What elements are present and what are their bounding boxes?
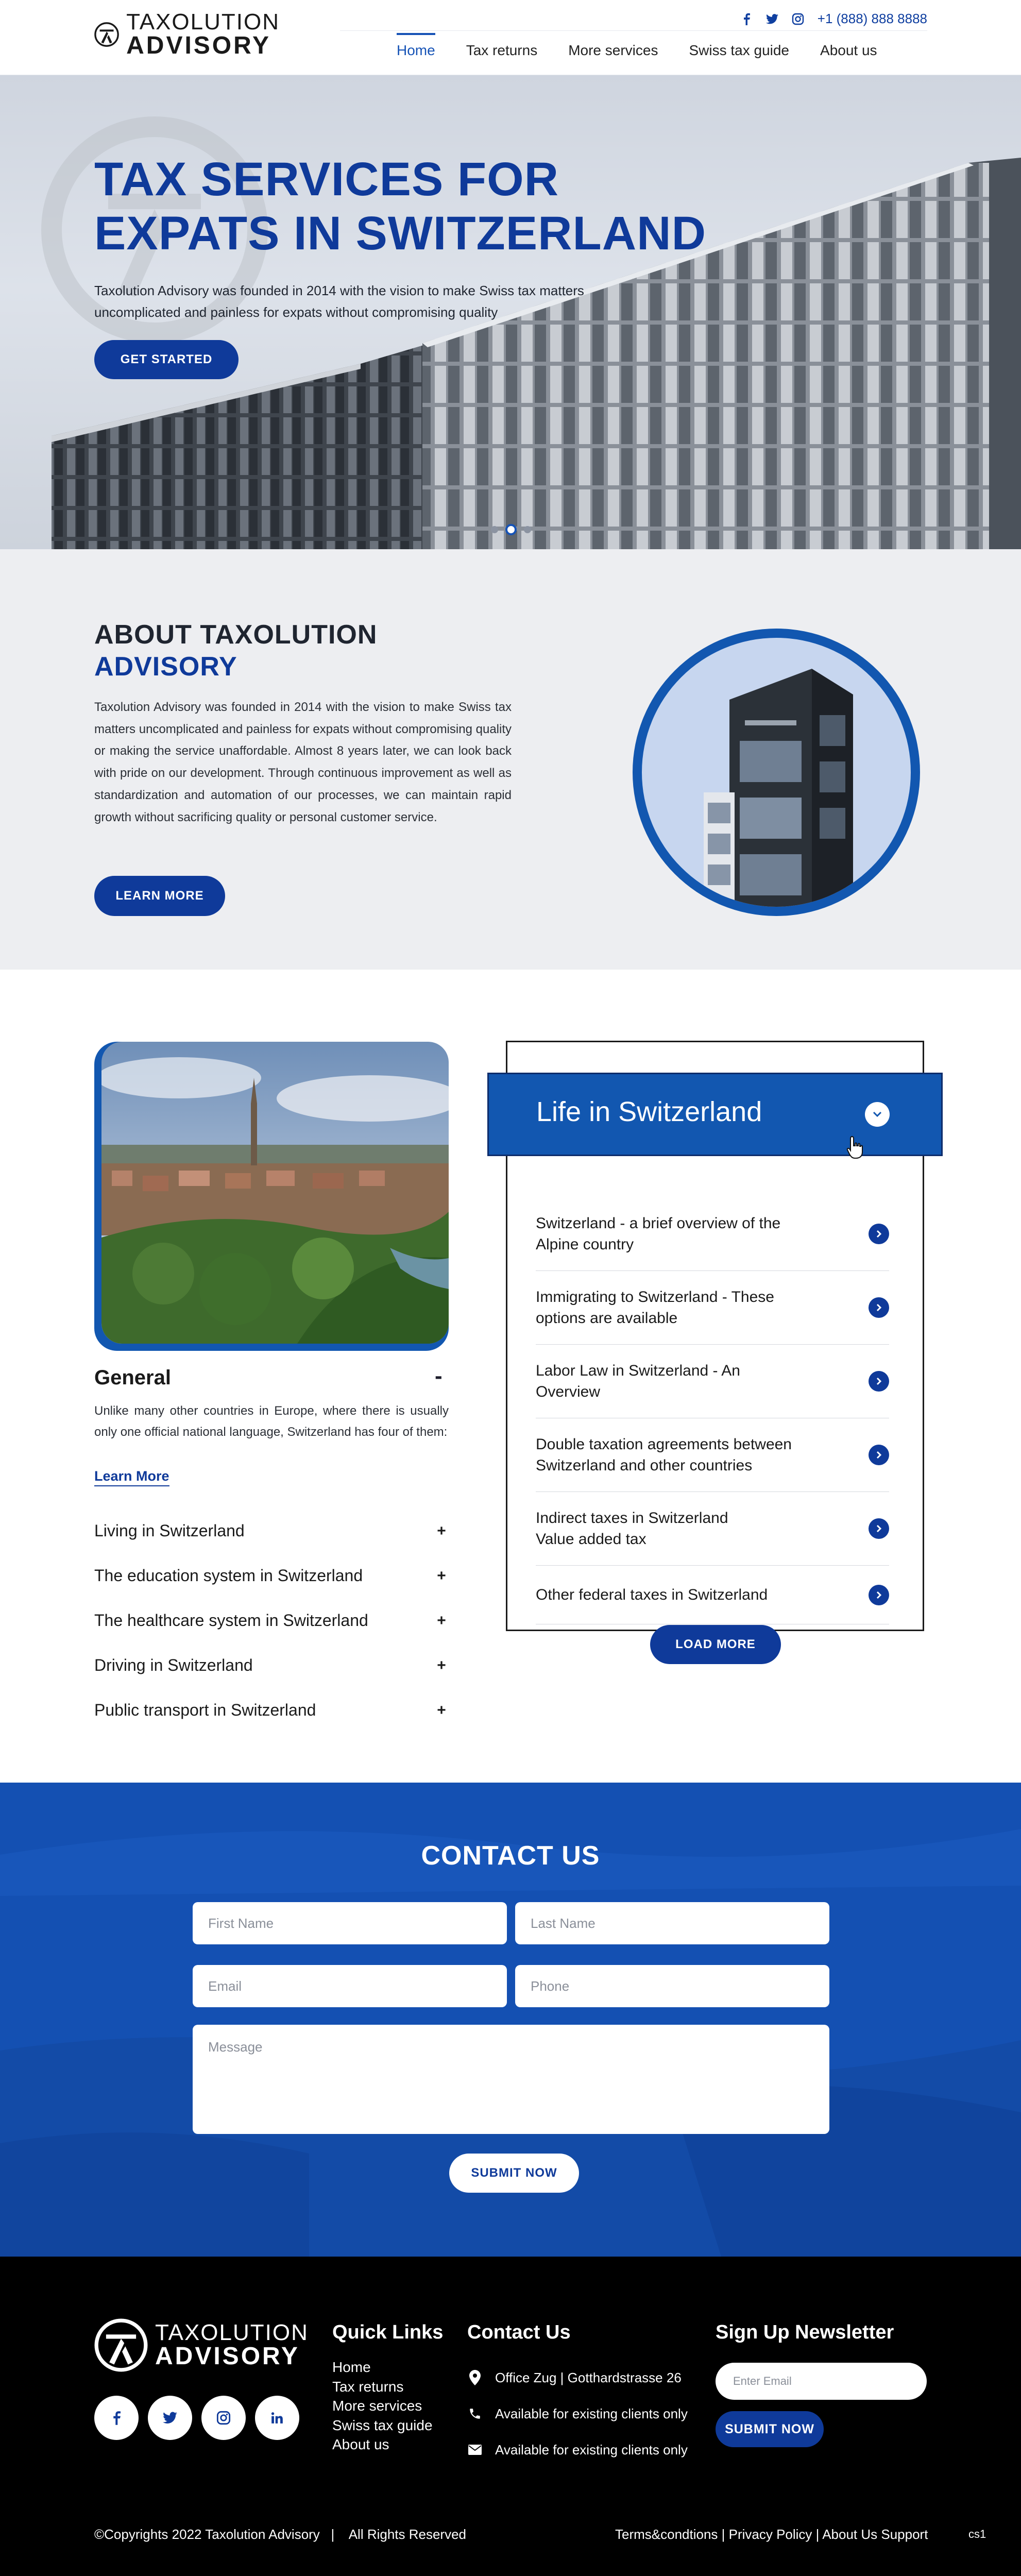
footer-logo-text (155, 2321, 309, 2369)
carousel-dot-1[interactable] (491, 526, 498, 533)
logo-mark-icon (94, 8, 119, 61)
topic-label (536, 1360, 824, 1403)
contact-submit-button[interactable]: SUBMIT NOW (449, 2154, 579, 2193)
phone-icon (467, 2406, 483, 2421)
hero-title-line1: TAX SERVICES FOR (94, 153, 559, 206)
nav-more-services[interactable]: More services (568, 42, 658, 58)
facebook-icon[interactable] (740, 13, 753, 25)
topic-label (536, 1434, 824, 1477)
topic-line2: Switzerland and other countries (536, 1457, 753, 1474)
phone-input[interactable]: Phone (515, 1965, 829, 2007)
topic-label (536, 1507, 824, 1550)
site-header (0, 0, 1021, 75)
contact-title: CONTACT US (421, 1841, 600, 1871)
accordion-label: Living in Switzerland (94, 1521, 245, 1540)
chevron-right-icon[interactable] (869, 1297, 889, 1318)
instagram-icon[interactable] (201, 2396, 246, 2440)
topic-line2: options are available (536, 1310, 678, 1327)
quick-links-list (332, 2358, 433, 2454)
footer-link-more-services[interactable]: More services (332, 2398, 422, 2414)
general-learn-more-link[interactable]: Learn More (94, 1468, 169, 1486)
chevron-down-icon[interactable] (865, 1102, 890, 1127)
email-input[interactable]: Email (193, 1965, 507, 2007)
first-name-input[interactable]: First Name (193, 1902, 507, 1944)
message-textarea[interactable]: Message (193, 2025, 829, 2134)
nav-home[interactable]: Home (381, 33, 451, 69)
about-paragraph: Taxolution Advisory was founded in 2014 with the vision to make Swiss tax matters uncomplicated and painless for expats without compromising quality or making the service unaffordable. Almost 8 years later, we can look back with pride on our development. Through continuous improvement as well as standardization and automation of our processes, we can maintain rapid growth without sacrificing quality or personal customer service. (94, 700, 512, 824)
contact-address (467, 2360, 688, 2396)
accordion-label: Public transport in Switzerland (94, 1701, 316, 1719)
chevron-right-icon[interactable] (869, 1445, 889, 1465)
topic-item-double-taxation[interactable] (536, 1418, 889, 1492)
topic-line1: Indirect taxes in Switzerland (536, 1509, 728, 1527)
footer-link-home[interactable]: Home (332, 2359, 371, 2375)
life-panel-title: Life in Switzerland (536, 1096, 762, 1127)
header-phone-link[interactable]: +1 (888) 888 8888 (817, 11, 927, 26)
about-heading-line2: ADVISORY (94, 652, 237, 682)
logo[interactable] (94, 6, 280, 63)
corner-label: cs1 (968, 2528, 986, 2540)
facebook-icon[interactable] (94, 2396, 139, 2440)
topic-label (536, 1213, 824, 1256)
mouse-cursor-icon (846, 1134, 864, 1160)
twitter-icon[interactable] (148, 2396, 192, 2440)
topic-item-labor-law[interactable] (536, 1345, 889, 1418)
topic-item-indirect-taxes[interactable] (536, 1492, 889, 1566)
contact-address-text: Office Zug | Gotthardstrasse 26 (495, 2369, 682, 2385)
logo-line1: TAXOLUTION (126, 9, 280, 35)
city-image-frame (94, 1042, 449, 1351)
topic-item-overview[interactable] (536, 1197, 889, 1271)
hero-title-line2: EXPATS IN SWITZERLAND (94, 207, 707, 260)
hero-section (0, 75, 1021, 549)
about-section (0, 549, 1021, 970)
footer-logo-line1: TAXOLUTION (155, 2320, 309, 2345)
footer-logo-line2: ADVISORY (155, 2343, 300, 2370)
general-paragraph: Unlike many other countries in Europe, where there is usually only one official national language, Switzerland has four of them: (94, 1404, 449, 1439)
hero-subtitle-line2: uncomplicated and painless for expats without compromising quality (94, 304, 498, 320)
footer-logo[interactable] (94, 2318, 309, 2372)
logo-line2: ADVISORY (126, 32, 271, 59)
topic-line1: Labor Law in Switzerland - An (536, 1362, 740, 1379)
top-bar (340, 7, 927, 31)
footer-social-links (94, 2396, 299, 2440)
hero-title (94, 152, 706, 261)
about-heading-line1: ABOUT TAXOLUTION (94, 620, 378, 650)
expand-toggle[interactable]: + (437, 1567, 446, 1584)
footer-link-about-us[interactable]: About us (332, 2436, 389, 2453)
topic-line2: Value added tax (536, 1531, 646, 1548)
load-more-button[interactable]: LOAD MORE (650, 1625, 781, 1664)
topic-line1: Double taxation agreements between (536, 1435, 792, 1453)
bern-city-image (101, 1042, 449, 1344)
site-footer (0, 2257, 1021, 2576)
contact-email-text: Available for existing clients only (495, 2442, 688, 2458)
contact-phone-text: Available for existing clients only (495, 2405, 688, 2421)
instagram-icon[interactable] (792, 13, 804, 25)
life-topics-list (536, 1197, 889, 1624)
carousel-dot-2[interactable] (505, 524, 517, 535)
collapse-general-toggle[interactable]: - (435, 1363, 443, 1388)
about-image-frame (633, 629, 920, 916)
topic-line1: Switzerland - a brief overview of the (536, 1214, 781, 1232)
quick-links-title: Quick Links (332, 2321, 444, 2343)
topic-label: Other federal taxes in Switzerland (536, 1586, 768, 1603)
chevron-right-icon[interactable] (869, 1371, 889, 1392)
carousel-dots (491, 524, 531, 535)
topic-item-federal-taxes[interactable] (536, 1566, 889, 1624)
main-nav (381, 33, 893, 69)
accordion-item-healthcare[interactable] (94, 1598, 449, 1643)
hero-subtitle-line1: Taxolution Advisory was founded in 2014 with the vision to make Swiss tax matters (94, 283, 584, 298)
topic-item-immigrating[interactable] (536, 1271, 889, 1345)
legal-links[interactable]: Terms&condtions | Privacy Policy | About Us Support (615, 2527, 928, 2542)
mail-icon (467, 2442, 483, 2458)
footer-contact-list (467, 2360, 688, 2468)
accordion-label: Driving in Switzerland (94, 1656, 253, 1674)
contact-email (467, 2432, 688, 2468)
accordion-item-driving[interactable] (94, 1643, 449, 1688)
footer-link-tax-returns[interactable]: Tax returns (332, 2378, 404, 2395)
guide-accordion (94, 1509, 449, 1733)
topic-line2: Alpine country (536, 1236, 634, 1253)
hero-subtitle (94, 280, 609, 323)
expand-toggle[interactable]: + (437, 1522, 446, 1539)
chevron-right-icon[interactable] (869, 1518, 889, 1539)
nav-tax-returns[interactable]: Tax returns (466, 42, 538, 58)
chevron-right-icon[interactable] (869, 1585, 889, 1605)
accordion-label: The education system in Switzerland (94, 1566, 363, 1585)
accordion-item-education[interactable] (94, 1553, 449, 1598)
expand-toggle[interactable]: + (437, 1656, 446, 1674)
logo-mark-icon (94, 2318, 148, 2372)
chevron-right-icon[interactable] (869, 1224, 889, 1244)
footer-link-swiss-tax-guide[interactable]: Swiss tax guide (332, 2417, 433, 2433)
newsletter-email-input[interactable]: Enter Email (716, 2363, 927, 2400)
carousel-dot-3[interactable] (524, 526, 531, 533)
expand-toggle[interactable]: + (437, 1701, 446, 1719)
topic-line2: Overview (536, 1383, 601, 1400)
last-name-input[interactable]: Last Name (515, 1902, 829, 1944)
copyright-text: ©Copyrights 2022 Taxolution Advisory | All Rights Reserved (94, 2527, 467, 2542)
newsletter-submit-button[interactable]: SUBMIT NOW (716, 2411, 824, 2447)
get-started-button[interactable]: GET STARTED (94, 340, 239, 379)
contact-phone (467, 2396, 688, 2432)
learn-more-button[interactable]: LEARN MORE (94, 876, 225, 916)
nav-about-us[interactable]: About us (820, 42, 877, 58)
general-title[interactable]: General (94, 1366, 171, 1389)
footer-contact-title: Contact Us (467, 2321, 571, 2343)
linkedin-icon[interactable] (255, 2396, 299, 2440)
accordion-item-living[interactable] (94, 1509, 449, 1553)
location-pin-icon (467, 2370, 483, 2385)
contact-section (0, 1783, 1021, 2257)
nav-swiss-tax-guide[interactable]: Swiss tax guide (689, 42, 790, 58)
topic-label (536, 1286, 824, 1329)
expand-toggle[interactable]: + (437, 1612, 446, 1629)
about-building-image (642, 638, 911, 907)
newsletter-title: Sign Up Newsletter (716, 2321, 894, 2343)
logo-text (126, 11, 280, 58)
twitter-icon[interactable] (766, 13, 778, 25)
topic-line1: Immigrating to Switzerland - These (536, 1288, 774, 1306)
life-panel-header[interactable] (487, 1073, 943, 1156)
accordion-label: The healthcare system in Switzerland (94, 1611, 368, 1630)
accordion-item-transport[interactable] (94, 1688, 449, 1733)
